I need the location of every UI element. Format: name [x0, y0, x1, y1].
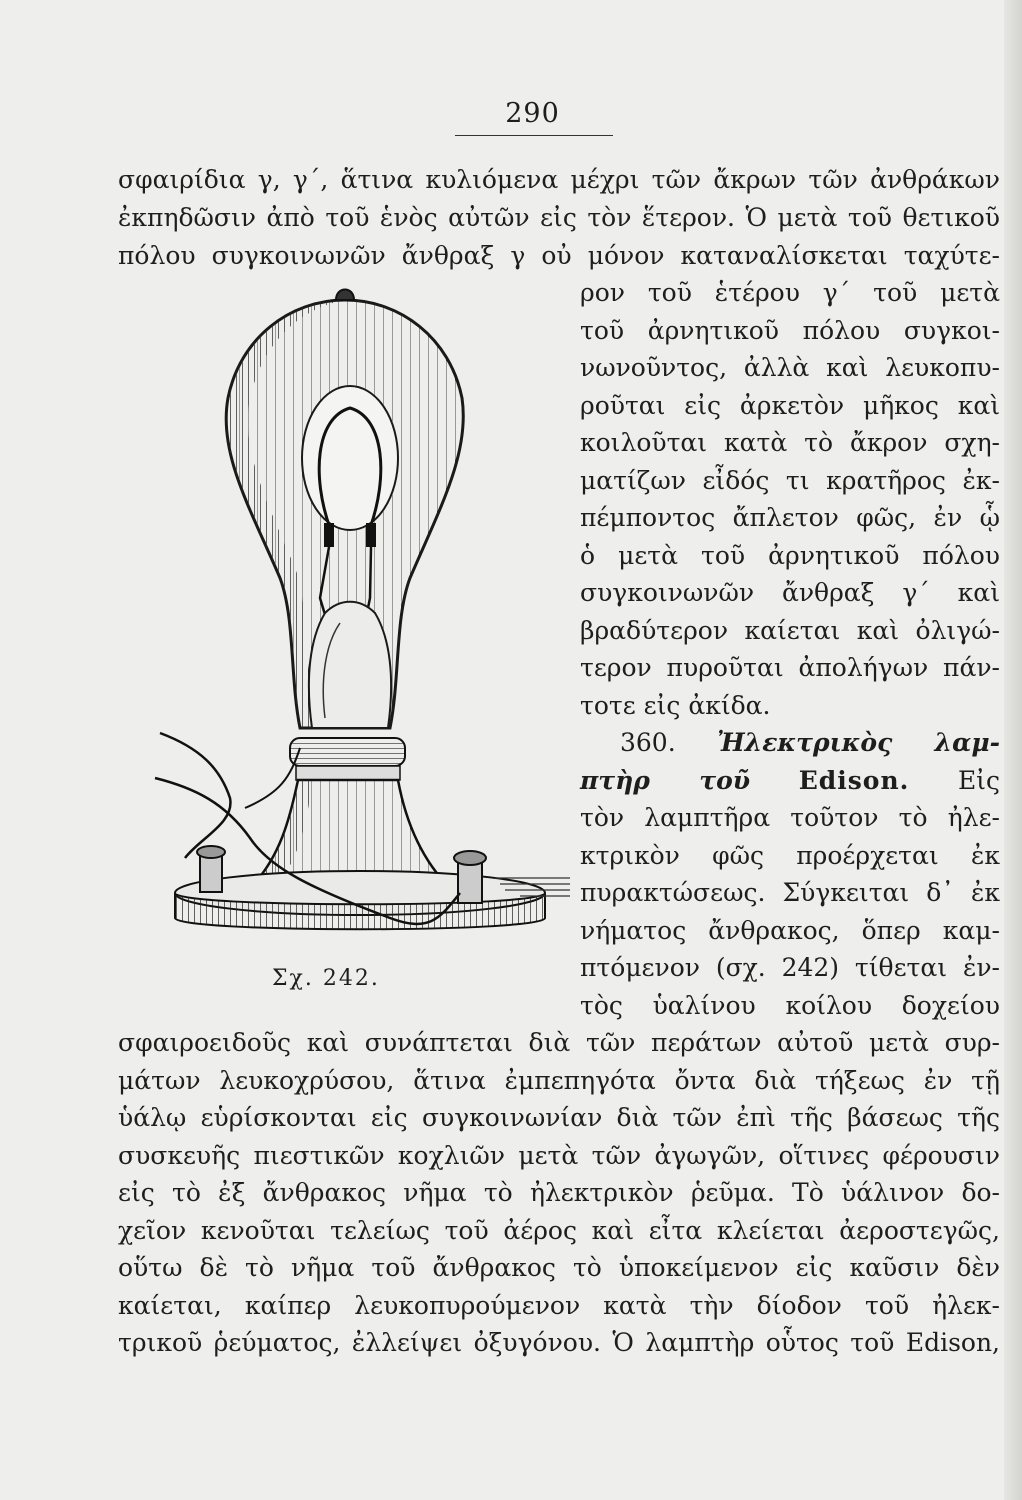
text-line: οὕτω δὲ τὸ νῆμα τοῦ ἄνθρακος τὸ ὑποκείμενον εἰς καῦσιν δὲν — [118, 1253, 1000, 1282]
text-line: βραδύτερον καίεται καὶ ὀλιγώ- — [580, 616, 1000, 645]
left-terminal — [200, 856, 222, 892]
text-line: πέμποντος ἄπλετον φῶς, ἐν ᾧ — [580, 503, 1000, 532]
text-line: σφαιροειδοῦς καὶ συνάπτεται διὰ τῶν περάτων αὐτοῦ μετὰ συρ- — [118, 1028, 1000, 1057]
text-line: εἰς τὸ ἐξ ἄνθρακος νῆμα τὸ ἠλεκτρικὸν ῥεῦμα. Τὸ ὑάλινον δο- — [118, 1178, 1000, 1207]
text-line: σφαιρίδια γ, γ΄, ἅτινα κυλιόμενα μέχρι τῶν ἄκρων τῶν ἀνθράκων — [118, 165, 1000, 194]
right-terminal — [458, 863, 482, 903]
section-heading-line-1 — [620, 728, 1000, 758]
page-number: 290 — [505, 98, 560, 129]
section-title-continued: πτὴρ τοῦ — [580, 766, 751, 795]
text-line: χεῖον κενοῦται τελείως τοῦ ἀέρος καὶ εἶτα κλείεται ἀεροστεγῶς, — [118, 1216, 1000, 1245]
page-edge — [1004, 0, 1022, 1500]
lamp-illustration — [140, 278, 575, 953]
section-number: 360. — [620, 728, 676, 757]
text-line: ματίζων εἶδός τι κρατῆρος ἐκ- — [580, 466, 1000, 495]
glass-stem — [309, 602, 391, 728]
text-line: ἐκπηδῶσιν ἀπὸ τοῦ ἑνὸς αὐτῶν εἰς τὸν ἕτερον. Ὁ μετὰ τοῦ θετικοῦ — [118, 203, 1000, 232]
text-line: συσκευῆς πιεστικῶν κοχλιῶν μετὰ τῶν ἀγωγῶν, οἵτινες φέρουσιν — [118, 1141, 1000, 1170]
text-line: νήματος ἄνθρακος, ὅπερ καμ- — [580, 916, 1000, 945]
text-line: πτόμενον (σχ. 242) τίθεται ἐν- — [580, 953, 1000, 982]
text-line: τρικοῦ ῥεύματος, ἐλλείψει ὀξυγόνου. Ὁ λαμπτὴρ οὗτος τοῦ Edison, — [118, 1328, 1000, 1357]
text-line: νωνοῦντος, ἀλλὰ καὶ λευκοπυ- — [580, 353, 1000, 382]
text-line: τὸς ὑαλίνου κοίλου δοχείου — [580, 991, 1000, 1020]
page-number-rule — [455, 135, 613, 136]
text-line: τοτε εἰς ἀκίδα. — [580, 691, 771, 720]
bulb-tip — [336, 290, 354, 301]
text-line: πόλου συγκοινωνῶν ἄνθραξ γ οὐ μόνον καταναλίσκεται ταχύτε- — [118, 241, 1000, 270]
text-line: τοῦ ἀρνητικοῦ πόλου συγκοι- — [580, 316, 1000, 345]
text-line: ροῦται εἰς ἀρκετὸν μῆκος καὶ — [580, 391, 1000, 420]
text-line: πυρακτώσεως. Σύγκειται δ᾽ ἐκ — [580, 878, 1000, 907]
text-line: τερον πυροῦται ἀπολήγων πάν- — [580, 653, 1000, 682]
text-line: τὸν λαμπτῆρα τοῦτον τὸ ἠλε- — [580, 803, 1000, 832]
text-line: ὁ μετὰ τοῦ ἀρνητικοῦ πόλου — [580, 541, 1000, 570]
section-name: Edison. — [798, 766, 910, 795]
text-line: μάτων λευκοχρύσου, ἅτινα ἐμπεπηγότα ὄντα διὰ τήξεως ἐν τῇ — [118, 1066, 1000, 1095]
lamp-collar — [290, 738, 405, 766]
section-text-start: Εἰς — [957, 766, 1000, 795]
text-line: κοιλοῦται κατὰ τὸ ἄκρον σχη- — [580, 428, 1000, 457]
text-line: ρον τοῦ ἑτέρου γ΄ τοῦ μετὰ — [580, 278, 1000, 307]
wire-left — [160, 733, 230, 858]
text-line: κτρικὸν φῶς προέρχεται ἐκ — [580, 841, 1000, 870]
text-line: συγκοινωνῶν ἄνθραξ γ΄ καὶ — [580, 578, 1000, 607]
figure-caption: Σχ. 242. — [272, 966, 380, 991]
text-line: ὑάλῳ εὑρίσκονται εἰς συγκοινωνίαν διὰ τῶν ἐπὶ τῆς βάσεως τῆς — [118, 1103, 1000, 1132]
section-title: Ἠλεκτρικὸς λαμ- — [717, 728, 1001, 757]
section-heading-line-2 — [580, 766, 1000, 796]
text-line: καίεται, καίπερ λευκοπυρούμενον κατὰ τὴν δίοδον τοῦ ἠλεκ- — [118, 1291, 1000, 1320]
